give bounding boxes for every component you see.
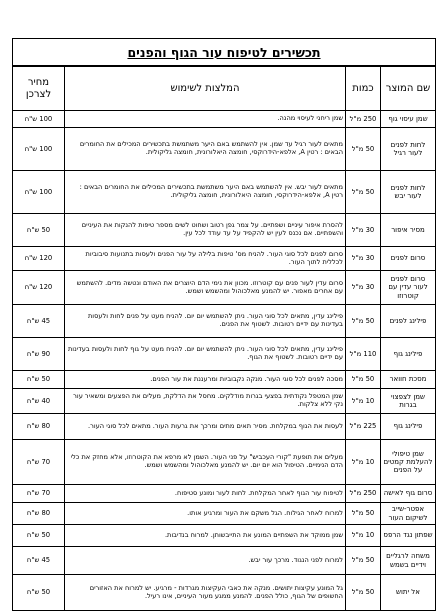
product-name-cell: מסכת חוואר: [381, 371, 436, 389]
table-row: [13, 503, 436, 525]
header-recommendations: המלצות לשימוש: [65, 67, 346, 111]
quantity-cell: 50 מ"ל: [346, 305, 381, 338]
table-row: [13, 485, 436, 503]
quantity-cell: 10 מ"ל: [346, 525, 381, 547]
price-cell: 100 ש"ח: [13, 111, 65, 128]
quantity-cell: 10 מ"ל: [346, 440, 381, 485]
table-row: [13, 247, 436, 271]
table-row: [13, 305, 436, 338]
product-name-cell: אפטר-שייב לשיקום העור: [381, 503, 436, 525]
product-name-cell: מסיר איפור: [381, 214, 436, 247]
quantity-cell: 50 מ"ל: [346, 575, 381, 611]
header-product-name: שם המוצר: [381, 67, 436, 111]
price-cell: 120 ש"ח: [13, 247, 65, 271]
recommendation-cell: שמן ריחני לעיסוי מהנה.: [65, 111, 346, 128]
product-name-cell: שמן עיסוי גוף: [381, 111, 436, 128]
table-row: [13, 271, 436, 305]
product-name-cell: סרום גוף לאישה: [381, 485, 436, 503]
document-title-box: [12, 38, 436, 66]
price-cell: 45 ש"ח: [13, 547, 65, 575]
product-name-cell: פילינג גוף: [381, 338, 436, 371]
table-row: [13, 214, 436, 247]
table-row: [13, 525, 436, 547]
product-name-cell: לחות לפנים לעור רגיל: [381, 128, 436, 171]
recommendation-cell: למרוח לפני הנגוד. מרכך עור יבש.: [65, 547, 346, 575]
quantity-cell: 250 מ"ל: [346, 111, 381, 128]
recommendation-cell: סרום עדין לעור פנים עם קוטרוזו. מכוון את נימי הדם היוצרים את האודם ונטשה מדים. להשתמש עם אחרים מאפור. יש להמנע מאלכוהול ומהשמש ושמש.: [65, 271, 346, 305]
document-title: תכשירים לטיפוח עור הגוף והפנים: [127, 44, 321, 60]
header-quantity: כמות: [346, 67, 381, 111]
recommendation-cell: סרום לפנים לכל סוגי העור. להניח מס' טיפות בלילה על עור הפנים ולעסות בתנועות סיבוביות לכללית לתוך העור.: [65, 247, 346, 271]
recommendation-cell: גל המונע עקיצות יתושים. מנקה את כאבי העקיצות מגרדות - מרגיע. יש למרוח את האזורים החשופים של הגוף, כולל הפנים. להמנע ממגע מעור העיניים, אינו רעיל.: [65, 575, 346, 611]
recommendation-cell: לעסות את הגוף במקלחת. מסיר תאים מתים ומרכך את גרעות העור. מתאים לכל סוגי העור.: [65, 414, 346, 440]
table-row: [13, 440, 436, 485]
quantity-cell: 30 מ"ל: [346, 214, 381, 247]
recommendation-cell: להסרת איפור עיניים ושפתיים. על צמר גפן רטוב ושחוט לשים מספר טיפות להנקות את העיניים והשפתיים. אם נכנס לעין יש להקפיד על עד עודד לכל עין.: [65, 214, 346, 247]
product-name-cell: סרום לפנים לעור עדין עם קוטרוזו: [381, 271, 436, 305]
recommendation-cell: מסכה לפנים לכל סוגי העור. מנקה נקבוביות ומרעננת את עור הפנים.: [65, 371, 346, 389]
products-table: [12, 66, 436, 611]
product-name-cell: פילינג לפנים: [381, 305, 436, 338]
product-name-cell: לחות לפנים לעור יבש: [381, 171, 436, 214]
price-cell: 45 ש"ח: [13, 305, 65, 338]
quantity-cell: 30 מ"ל: [346, 247, 381, 271]
product-name-cell: שמן לצפצוי בגרות: [381, 389, 436, 414]
recommendation-cell: לטיפוח עור הגוף לאחר המקלחת. לחות לעור ומונע סטיפוח.: [65, 485, 346, 503]
quantity-cell: 30 מ"ל: [346, 271, 381, 305]
table-header-row: [13, 67, 436, 111]
header-price: מחיר לצרכן: [13, 67, 65, 111]
price-cell: 50 ש"ח: [13, 575, 65, 611]
recommendation-cell: מתאים לעור רגיל עד שמן. אין להשתמש באם היער משתמשת בתכשירים המכילים את החומרים הבאים : רטין A, אלפא-הידרוקסי, חומצה היאלורונית, חומצה גליקולית.: [65, 128, 346, 171]
product-name-cell: פילינג גוף: [381, 414, 436, 440]
table-row: [13, 171, 436, 214]
quantity-cell: 10 מ"ל: [346, 389, 381, 414]
quantity-cell: 50 מ"ל: [346, 371, 381, 389]
quantity-cell: 50 מ"ל: [346, 128, 381, 171]
product-name-cell: אל יתוש: [381, 575, 436, 611]
price-cell: 50 ש"ח: [13, 525, 65, 547]
recommendation-cell: מתאים לעור יבש. אין להשתמש באם היער משתמשת בתכשירים המכילים את החומרים הבאים : רטין A, אלפא-הידרוקסי, חומצה היאלורונית, חומצה גליקולית.: [65, 171, 346, 214]
table-row: [13, 111, 436, 128]
recommendation-cell: מעלים את תופעת "קורי העכביש" על פני העור. השמן לא מרפא את הקוטרוזו, אלא מחזק את כלי הדם הנימיים. הטיפול הוא יום יום. יש להמנע מאלכוהול ומהשמש ושמש.: [65, 440, 346, 485]
recommendation-cell: למרוח לאחר הגילוח. הגל משקם את העור ומרגיע אותו.: [65, 503, 346, 525]
quantity-cell: 225 מ"ל: [346, 414, 381, 440]
table-row: [13, 371, 436, 389]
price-cell: 40 ש"ח: [13, 389, 65, 414]
product-name-cell: משחה לרגליים וידיים בשמש: [381, 547, 436, 575]
quantity-cell: 50 מ"ל: [346, 171, 381, 214]
table-row: [13, 575, 436, 611]
product-name-cell: שמן טיפולי להעלמת קמטים על הפנים: [381, 440, 436, 485]
price-cell: 80 ש"ח: [13, 503, 65, 525]
price-cell: 100 ש"ח: [13, 128, 65, 171]
table-row: [13, 128, 436, 171]
recommendation-cell: פילינג עדין, מתאים לכל סוגי העור. ניתן להשתמש יום יום. להניח מעט על גוף לחות ולעסות בעדינות עם ידיים רטובות. לשטוף את הגוף.: [65, 338, 346, 371]
price-cell: 70 ש"ח: [13, 485, 65, 503]
price-cell: 50 ש"ח: [13, 214, 65, 247]
price-cell: 50 ש"ח: [13, 371, 65, 389]
quantity-cell: 250 מ"ל: [346, 485, 381, 503]
product-name-cell: שפתון נגד הרפס: [381, 525, 436, 547]
table-row: [13, 414, 436, 440]
price-cell: 80 ש"ח: [13, 414, 65, 440]
table-row: [13, 547, 436, 575]
price-cell: 100 ש"ח: [13, 171, 65, 214]
table-body: [13, 111, 436, 611]
recommendation-cell: שמן ממוקד את השפתיים המונע את התייבשותן. למרוח בנדיבות.: [65, 525, 346, 547]
table-row: [13, 338, 436, 371]
quantity-cell: 50 מ"ל: [346, 547, 381, 575]
quantity-cell: 50 מ"ל: [346, 503, 381, 525]
recommendation-cell: שמן המטפל נקודתית בפצעי בגרות מודלקים. מחסל את הדלקת, מעלים את הפצעים ומשאיר עור נקי ללא צלקות.: [65, 389, 346, 414]
quantity-cell: 110 מ"ל: [346, 338, 381, 371]
price-cell: 120 ש"ח: [13, 271, 65, 305]
table-row: [13, 389, 436, 414]
price-cell: 70 ש"ח: [13, 440, 65, 485]
price-cell: 90 ש"ח: [13, 338, 65, 371]
product-name-cell: סרום לפנים: [381, 247, 436, 271]
recommendation-cell: פילינג עדין, מתאים לכל סוגי העור. ניתן להשתמש יום יום. להניח מעט על פנים לחות ולעסות בעדינות עם ידיים רטובות. לשטוף את הפנים.: [65, 305, 346, 338]
